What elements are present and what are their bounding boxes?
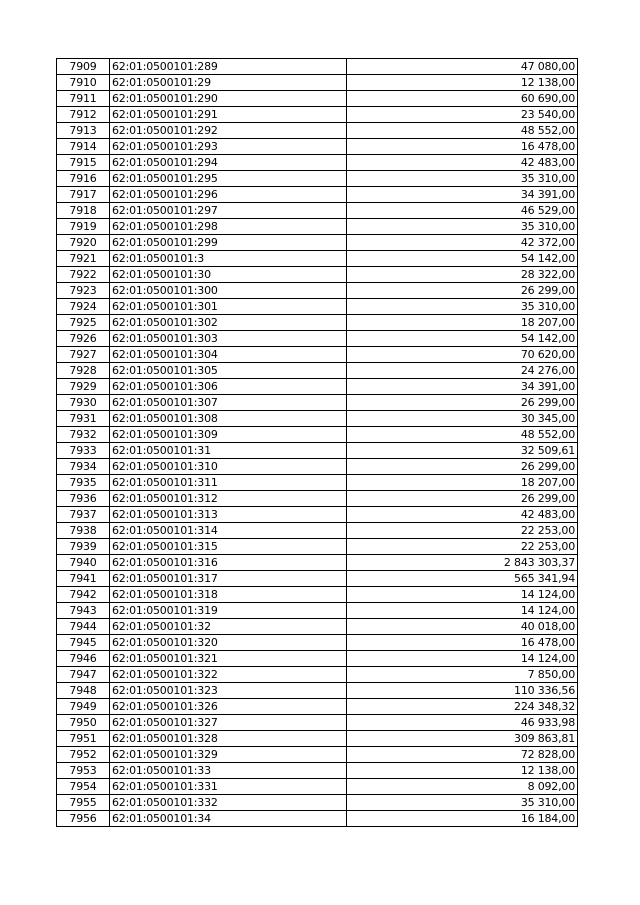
cadastral-value-cell: 26 299,00 — [347, 283, 578, 299]
table-row — [57, 251, 578, 267]
cadastral-number-cell: 62:01:0500101:305 — [110, 363, 347, 379]
cadastral-number-cell: 62:01:0500101:332 — [110, 795, 347, 811]
row-number-cell: 7914 — [57, 139, 110, 155]
row-number-cell: 7954 — [57, 779, 110, 795]
table-row — [57, 491, 578, 507]
row-number-cell: 7930 — [57, 395, 110, 411]
cadastral-number-cell: 62:01:0500101:290 — [110, 91, 347, 107]
table-row — [57, 347, 578, 363]
row-number-cell: 7922 — [57, 267, 110, 283]
row-number-cell: 7938 — [57, 523, 110, 539]
cadastral-value-cell: 8 092,00 — [347, 779, 578, 795]
cadastral-value-cell: 48 552,00 — [347, 123, 578, 139]
table-row — [57, 379, 578, 395]
cadastral-number-cell: 62:01:0500101:34 — [110, 811, 347, 827]
cadastral-number-cell: 62:01:0500101:313 — [110, 507, 347, 523]
row-number-cell: 7937 — [57, 507, 110, 523]
cadastral-number-cell: 62:01:0500101:317 — [110, 571, 347, 587]
cadastral-number-cell: 62:01:0500101:328 — [110, 731, 347, 747]
cadastral-number-cell: 62:01:0500101:293 — [110, 139, 347, 155]
table-row — [57, 747, 578, 763]
table-row — [57, 59, 578, 75]
table-row — [57, 299, 578, 315]
table-row — [57, 619, 578, 635]
cadastral-number-cell: 62:01:0500101:315 — [110, 539, 347, 555]
row-number-cell: 7947 — [57, 667, 110, 683]
table-row — [57, 475, 578, 491]
cadastral-value-cell: 30 345,00 — [347, 411, 578, 427]
row-number-cell: 7915 — [57, 155, 110, 171]
cadastral-value-cell: 18 207,00 — [347, 315, 578, 331]
table-row — [57, 683, 578, 699]
table-row — [57, 139, 578, 155]
cadastral-number-cell: 62:01:0500101:320 — [110, 635, 347, 651]
cadastral-number-cell: 62:01:0500101:296 — [110, 187, 347, 203]
cadastral-value-cell: 34 391,00 — [347, 379, 578, 395]
row-number-cell: 7949 — [57, 699, 110, 715]
table-row — [57, 635, 578, 651]
cadastral-value-cell: 47 080,00 — [347, 59, 578, 75]
cadastral-number-cell: 62:01:0500101:318 — [110, 587, 347, 603]
cadastral-value-cell: 60 690,00 — [347, 91, 578, 107]
cadastral-number-cell: 62:01:0500101:322 — [110, 667, 347, 683]
cadastral-number-cell: 62:01:0500101:33 — [110, 763, 347, 779]
table-row — [57, 203, 578, 219]
cadastral-number-cell: 62:01:0500101:326 — [110, 699, 347, 715]
row-number-cell: 7934 — [57, 459, 110, 475]
cadastral-value-cell: 35 310,00 — [347, 299, 578, 315]
table-row — [57, 411, 578, 427]
cadastral-number-cell: 62:01:0500101:308 — [110, 411, 347, 427]
cadastral-number-cell: 62:01:0500101:32 — [110, 619, 347, 635]
table-row — [57, 235, 578, 251]
cadastral-number-cell: 62:01:0500101:329 — [110, 747, 347, 763]
cadastral-number-cell: 62:01:0500101:331 — [110, 779, 347, 795]
cadastral-value-cell: 35 310,00 — [347, 795, 578, 811]
row-number-cell: 7912 — [57, 107, 110, 123]
table-row — [57, 171, 578, 187]
cadastral-value-cell: 110 336,56 — [347, 683, 578, 699]
row-number-cell: 7940 — [57, 555, 110, 571]
row-number-cell: 7928 — [57, 363, 110, 379]
table-row — [57, 283, 578, 299]
cadastral-value-table — [56, 58, 578, 827]
row-number-cell: 7933 — [57, 443, 110, 459]
cadastral-value-cell: 42 483,00 — [347, 507, 578, 523]
table-row — [57, 91, 578, 107]
row-number-cell: 7916 — [57, 171, 110, 187]
row-number-cell: 7929 — [57, 379, 110, 395]
table-row — [57, 507, 578, 523]
table-row — [57, 731, 578, 747]
cadastral-value-cell: 12 138,00 — [347, 763, 578, 779]
cadastral-number-cell: 62:01:0500101:297 — [110, 203, 347, 219]
cadastral-value-cell: 16 478,00 — [347, 139, 578, 155]
row-number-cell: 7932 — [57, 427, 110, 443]
cadastral-number-cell: 62:01:0500101:29 — [110, 75, 347, 91]
table-row — [57, 395, 578, 411]
table-row — [57, 539, 578, 555]
table-row — [57, 331, 578, 347]
table-row — [57, 715, 578, 731]
cadastral-number-cell: 62:01:0500101:295 — [110, 171, 347, 187]
cadastral-value-cell: 35 310,00 — [347, 171, 578, 187]
cadastral-number-cell: 62:01:0500101:292 — [110, 123, 347, 139]
cadastral-value-cell: 12 138,00 — [347, 75, 578, 91]
cadastral-number-cell: 62:01:0500101:302 — [110, 315, 347, 331]
cadastral-value-cell: 309 863,81 — [347, 731, 578, 747]
cadastral-number-cell: 62:01:0500101:31 — [110, 443, 347, 459]
table-row — [57, 155, 578, 171]
row-number-cell: 7925 — [57, 315, 110, 331]
cadastral-number-cell: 62:01:0500101:327 — [110, 715, 347, 731]
cadastral-value-cell: 46 529,00 — [347, 203, 578, 219]
cadastral-number-cell: 62:01:0500101:294 — [110, 155, 347, 171]
cadastral-value-cell: 72 828,00 — [347, 747, 578, 763]
table-row — [57, 555, 578, 571]
row-number-cell: 7939 — [57, 539, 110, 555]
cadastral-value-cell: 23 540,00 — [347, 107, 578, 123]
cadastral-number-cell: 62:01:0500101:304 — [110, 347, 347, 363]
cadastral-number-cell: 62:01:0500101:309 — [110, 427, 347, 443]
table-row — [57, 763, 578, 779]
cadastral-value-cell: 26 299,00 — [347, 395, 578, 411]
row-number-cell: 7917 — [57, 187, 110, 203]
cadastral-value-cell: 14 124,00 — [347, 587, 578, 603]
cadastral-value-cell: 46 933,98 — [347, 715, 578, 731]
row-number-cell: 7946 — [57, 651, 110, 667]
table-row — [57, 363, 578, 379]
cadastral-value-cell: 54 142,00 — [347, 251, 578, 267]
cadastral-value-cell: 34 391,00 — [347, 187, 578, 203]
table-row — [57, 779, 578, 795]
row-number-cell: 7945 — [57, 635, 110, 651]
row-number-cell: 7948 — [57, 683, 110, 699]
cadastral-number-cell: 62:01:0500101:300 — [110, 283, 347, 299]
cadastral-value-cell: 48 552,00 — [347, 427, 578, 443]
cadastral-value-cell: 32 509,61 — [347, 443, 578, 459]
cadastral-number-cell: 62:01:0500101:316 — [110, 555, 347, 571]
cadastral-value-cell: 70 620,00 — [347, 347, 578, 363]
cadastral-number-cell: 62:01:0500101:30 — [110, 267, 347, 283]
row-number-cell: 7951 — [57, 731, 110, 747]
row-number-cell: 7923 — [57, 283, 110, 299]
cadastral-number-cell: 62:01:0500101:311 — [110, 475, 347, 491]
table-row — [57, 811, 578, 827]
row-number-cell: 7921 — [57, 251, 110, 267]
table-row — [57, 571, 578, 587]
cadastral-value-cell: 16 478,00 — [347, 635, 578, 651]
row-number-cell: 7909 — [57, 59, 110, 75]
cadastral-value-cell: 14 124,00 — [347, 603, 578, 619]
row-number-cell: 7910 — [57, 75, 110, 91]
cadastral-number-cell: 62:01:0500101:301 — [110, 299, 347, 315]
cadastral-number-cell: 62:01:0500101:299 — [110, 235, 347, 251]
row-number-cell: 7919 — [57, 219, 110, 235]
table-row — [57, 75, 578, 91]
cadastral-number-cell: 62:01:0500101:289 — [110, 59, 347, 75]
row-number-cell: 7931 — [57, 411, 110, 427]
cadastral-value-cell: 18 207,00 — [347, 475, 578, 491]
cadastral-value-cell: 22 253,00 — [347, 539, 578, 555]
row-number-cell: 7944 — [57, 619, 110, 635]
row-number-cell: 7941 — [57, 571, 110, 587]
row-number-cell: 7953 — [57, 763, 110, 779]
cadastral-value-cell: 224 348,32 — [347, 699, 578, 715]
cadastral-value-cell: 2 843 303,37 — [347, 555, 578, 571]
row-number-cell: 7955 — [57, 795, 110, 811]
cadastral-value-cell: 14 124,00 — [347, 651, 578, 667]
table-row — [57, 667, 578, 683]
table-row — [57, 107, 578, 123]
cadastral-number-cell: 62:01:0500101:310 — [110, 459, 347, 475]
cadastral-value-cell: 42 483,00 — [347, 155, 578, 171]
cadastral-value-cell: 26 299,00 — [347, 459, 578, 475]
row-number-cell: 7942 — [57, 587, 110, 603]
cadastral-number-cell: 62:01:0500101:298 — [110, 219, 347, 235]
cadastral-value-cell: 42 372,00 — [347, 235, 578, 251]
row-number-cell: 7920 — [57, 235, 110, 251]
cadastral-number-cell: 62:01:0500101:321 — [110, 651, 347, 667]
row-number-cell: 7913 — [57, 123, 110, 139]
table-row — [57, 427, 578, 443]
cadastral-value-cell: 26 299,00 — [347, 491, 578, 507]
table-row — [57, 187, 578, 203]
row-number-cell: 7911 — [57, 91, 110, 107]
cadastral-number-cell: 62:01:0500101:314 — [110, 523, 347, 539]
table-row — [57, 459, 578, 475]
table-row — [57, 603, 578, 619]
table-row — [57, 123, 578, 139]
row-number-cell: 7936 — [57, 491, 110, 507]
table-row — [57, 443, 578, 459]
row-number-cell: 7926 — [57, 331, 110, 347]
table-row — [57, 795, 578, 811]
table-row — [57, 699, 578, 715]
cadastral-value-cell: 28 322,00 — [347, 267, 578, 283]
cadastral-value-cell: 40 018,00 — [347, 619, 578, 635]
table-row — [57, 315, 578, 331]
cadastral-value-cell: 54 142,00 — [347, 331, 578, 347]
table-row — [57, 523, 578, 539]
row-number-cell: 7927 — [57, 347, 110, 363]
cadastral-number-cell: 62:01:0500101:319 — [110, 603, 347, 619]
row-number-cell: 7950 — [57, 715, 110, 731]
cadastral-value-cell: 35 310,00 — [347, 219, 578, 235]
table-row — [57, 587, 578, 603]
cadastral-number-cell: 62:01:0500101:307 — [110, 395, 347, 411]
row-number-cell: 7952 — [57, 747, 110, 763]
table-row — [57, 651, 578, 667]
cadastral-value-cell: 7 850,00 — [347, 667, 578, 683]
cadastral-value-cell: 16 184,00 — [347, 811, 578, 827]
row-number-cell: 7918 — [57, 203, 110, 219]
cadastral-number-cell: 62:01:0500101:3 — [110, 251, 347, 267]
cadastral-number-cell: 62:01:0500101:323 — [110, 683, 347, 699]
row-number-cell: 7924 — [57, 299, 110, 315]
row-number-cell: 7956 — [57, 811, 110, 827]
cadastral-number-cell: 62:01:0500101:306 — [110, 379, 347, 395]
cadastral-value-cell: 565 341,94 — [347, 571, 578, 587]
cadastral-value-cell: 24 276,00 — [347, 363, 578, 379]
cadastral-number-cell: 62:01:0500101:312 — [110, 491, 347, 507]
table-row — [57, 219, 578, 235]
cadastral-number-cell: 62:01:0500101:303 — [110, 331, 347, 347]
row-number-cell: 7935 — [57, 475, 110, 491]
cadastral-number-cell: 62:01:0500101:291 — [110, 107, 347, 123]
cadastral-value-cell: 22 253,00 — [347, 523, 578, 539]
row-number-cell: 7943 — [57, 603, 110, 619]
table-row — [57, 267, 578, 283]
table-body — [57, 59, 578, 827]
